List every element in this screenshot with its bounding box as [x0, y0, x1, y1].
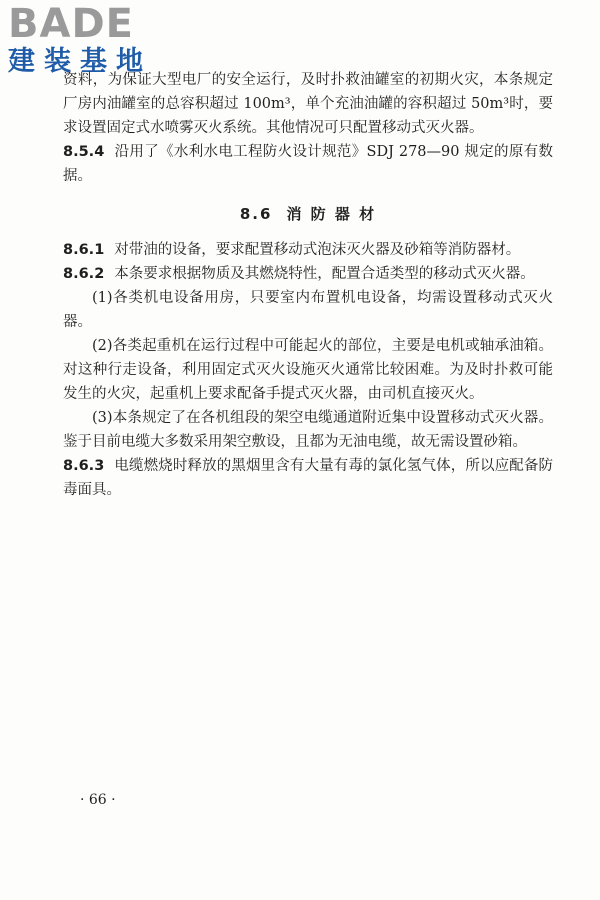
- clause-number: 8.5.4: [63, 144, 105, 160]
- logo-subtitle: 建装基地: [8, 46, 152, 77]
- clause-text: 对带油的设备，要求配置移动式泡沫灭火器及砂箱等消防器材。: [114, 242, 521, 258]
- clause-number: 8.6.2: [63, 266, 105, 282]
- page-number: · 66 ·: [80, 792, 116, 808]
- clause-8-6-2: [63, 262, 553, 286]
- clause-8-6-1: [63, 238, 553, 262]
- clause-number: 8.6.3: [63, 458, 105, 474]
- clause-text: 本条要求根据物质及其燃烧特性，配置合适类型的移动式灭火器。: [114, 266, 535, 282]
- clause-text: 沿用了《水利水电工程防火设计规范》SDJ 278—90 规定的原有数据。: [63, 144, 553, 184]
- section-number: 8.6: [239, 205, 273, 223]
- clause-text: 电缆燃烧时释放的黑烟里含有大量有毒的氯化氢气体，所以应配备防毒面具。: [63, 458, 553, 498]
- sub-item-1: (1)各类机电设备用房，只要室内布置机电设备，均需设置移动式灭火器。: [63, 290, 553, 330]
- logo-wordmark: BADE: [8, 1, 134, 47]
- sub-item-3: (3)本条规定了在各机组段的架空电缆通道附近集中设置移动式灭火器。鉴于目前电缆大多数采用架空敷设，且都为无油电缆，故无需设置砂箱。: [63, 410, 553, 450]
- clause-8-5-4: [63, 140, 553, 188]
- section-heading: [63, 202, 553, 226]
- clause-8-6-3: [63, 454, 553, 502]
- page-body: [63, 68, 553, 502]
- sub-item-2: (2)各类起重机在运行过程中可能起火的部位，主要是电机或轴承油箱。对这种行走设备，利用固定式灭火设施灭火通常比较困难。为及时扑救可能发生的火灾，起重机上要求配备手提式灭火器，由司机直接灭火。: [63, 338, 553, 402]
- continued-paragraph: 资料，为保证大型电厂的安全运行，及时扑救油罐室的初期火灾，本条规定厂房内油罐室的总容积超过 100m³，单个充油油罐的容积超过 50m³时，要求设置固定式水喷雾灭火系统。其他情况可只配置移动式灭火器。: [63, 72, 553, 136]
- clause-number: 8.6.1: [63, 242, 105, 258]
- section-title: 消 防 器 材: [286, 205, 377, 223]
